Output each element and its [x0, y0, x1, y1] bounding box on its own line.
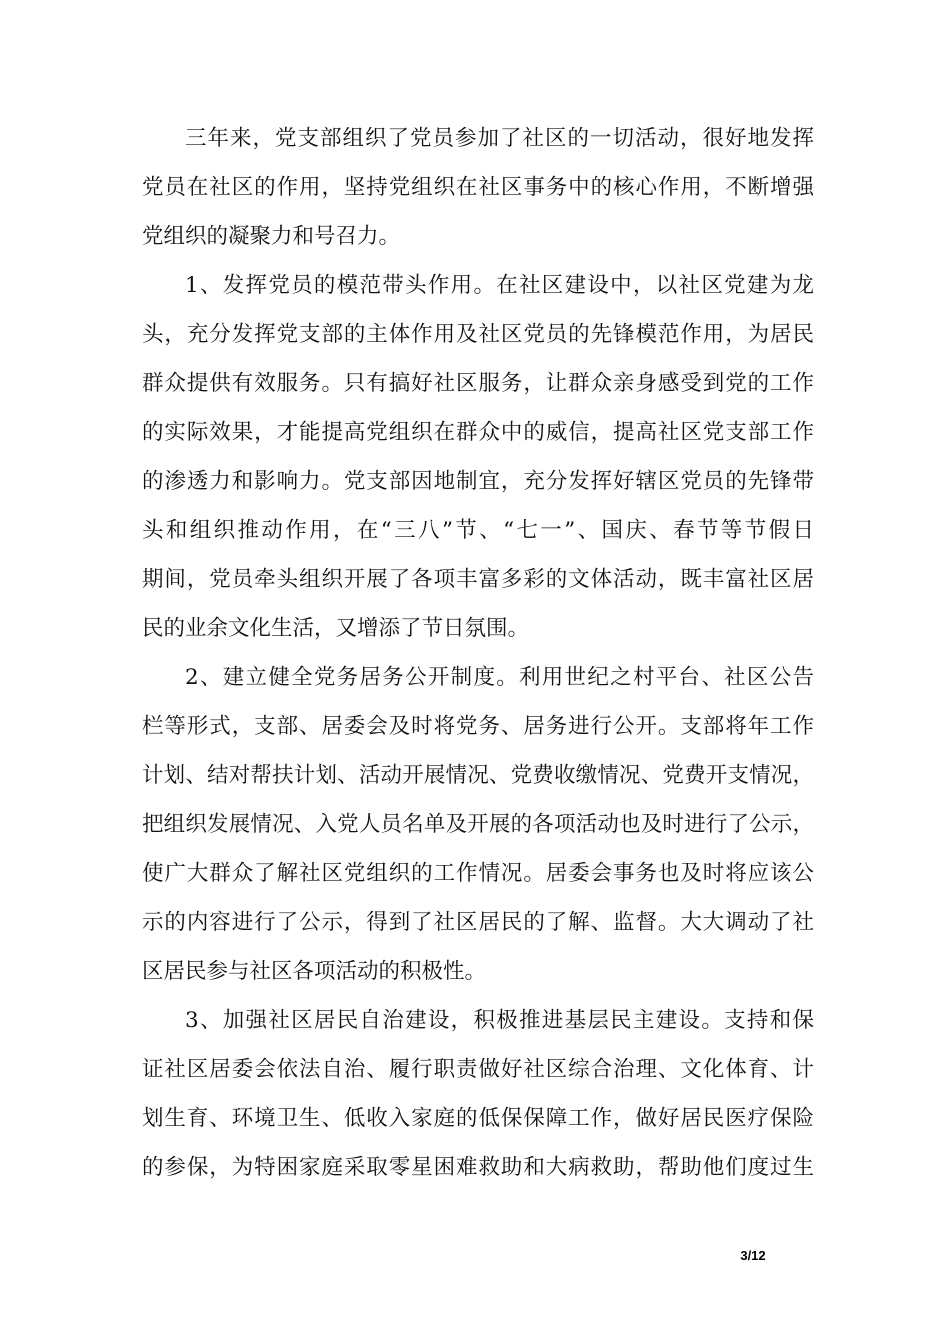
text-line: 示的内容进行了公示，得到了社区居民的了解、监督。大大调动了社	[142, 910, 814, 935]
text-line: 2、建立健全党务居务公开制度。利用世纪之村平台、社区公告	[185, 665, 814, 690]
text-line: 的参保，为特困家庭采取零星困难救助和大病救助，帮助他们度过生	[142, 1155, 814, 1180]
paragraph-item-2	[142, 653, 814, 996]
text-line: 群众提供有效服务。只有搞好社区服务，让群众亲身感受到党的工作	[142, 371, 814, 396]
page-number: 3/12	[740, 1248, 766, 1263]
text-line: 证社区居委会依法自治、履行职责做好社区综合治理、文化体育、计	[142, 1057, 814, 1082]
text-line: 的渗透力和影响力。党支部因地制宜，充分发挥好辖区党员的先锋带	[142, 469, 814, 494]
text-line: 民的业余文化生活，又增添了节日氛围。	[142, 616, 530, 641]
text-line: 的实际效果，才能提高党组织在群众中的威信，提高社区党支部工作	[142, 420, 814, 445]
text-line: 划生育、环境卫生、低收入家庭的低保保障工作，做好居民医疗保险	[142, 1106, 814, 1131]
text-line: 使广大群众了解社区党组织的工作情况。居委会事务也及时将应该公	[142, 861, 814, 886]
text-line: 栏等形式，支部、居委会及时将党务、居务进行公开。支部将年工作	[142, 714, 814, 739]
paragraph-item-1	[142, 261, 814, 653]
text-line: 头，充分发挥党支部的主体作用及社区党员的先锋模范作用，为居民	[142, 322, 814, 347]
text-line: 区居民参与社区各项活动的积极性。	[142, 959, 487, 984]
text-line: 三年来，党支部组织了党员参加了社区的一切活动，很好地发挥	[185, 126, 814, 151]
text-line: 3、加强社区居民自治建设，积极推进基层民主建设。支持和保	[185, 1008, 814, 1033]
text-line: 计划、结对帮扶计划、活动开展情况、党费收缴情况、党费开支情况，	[142, 763, 814, 788]
paragraph-item-3	[142, 996, 814, 1192]
text-line: 把组织发展情况、入党人员名单及开展的各项活动也及时进行了公示，	[142, 812, 814, 837]
paragraph-intro	[142, 114, 814, 261]
text-line: 1、发挥党员的模范带头作用。在社区建设中，以社区党建为龙	[185, 273, 814, 298]
text-line: 期间，党员牵头组织开展了各项丰富多彩的文体活动，既丰富社区居	[142, 567, 814, 592]
text-line: 党员在社区的作用，坚持党组织在社区事务中的核心作用，不断增强	[142, 175, 814, 200]
text-line: 党组织的凝聚力和号召力。	[142, 224, 401, 249]
document-body	[142, 114, 814, 1192]
text-line: 头和组织推动作用，在“三八”节、“七一”、国庆、春节等节假日	[142, 518, 814, 543]
